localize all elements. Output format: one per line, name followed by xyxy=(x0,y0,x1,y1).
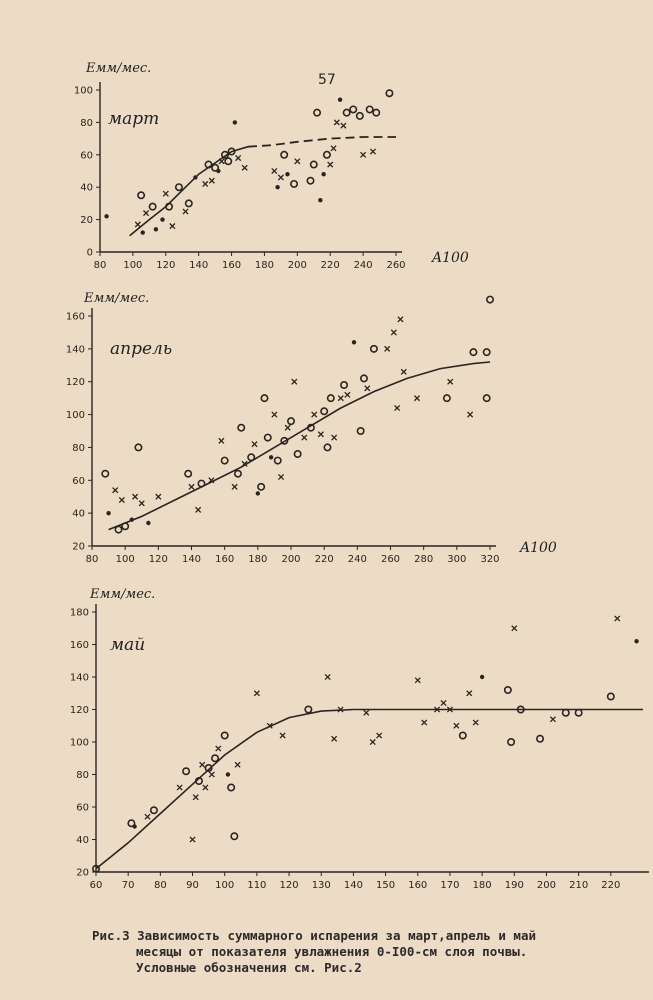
x-tick-label: 140 xyxy=(181,554,202,565)
data-point xyxy=(130,518,134,522)
data-point xyxy=(311,161,317,167)
data-point xyxy=(216,746,221,751)
x-tick-label: 160 xyxy=(215,554,235,565)
data-point xyxy=(272,168,277,173)
data-point xyxy=(386,90,392,96)
x-tick-label: 110 xyxy=(247,880,267,891)
y-tick-label: 80 xyxy=(80,117,93,129)
y-tick-label: 80 xyxy=(72,442,85,454)
data-point xyxy=(119,497,124,502)
data-point xyxy=(398,317,403,322)
y-tick-label: 160 xyxy=(65,311,85,323)
data-point xyxy=(422,720,427,725)
chart-april xyxy=(66,291,557,565)
data-point xyxy=(318,432,323,437)
data-point xyxy=(236,155,241,160)
x-tick-label: 240 xyxy=(353,260,373,271)
data-point xyxy=(106,511,110,515)
data-point xyxy=(370,739,375,744)
data-point xyxy=(467,691,472,696)
data-point xyxy=(280,733,285,738)
data-point xyxy=(291,181,297,187)
data-point xyxy=(135,222,140,227)
data-point xyxy=(135,444,141,450)
data-point xyxy=(305,706,311,712)
x-tick-label: 70 xyxy=(121,880,135,891)
data-point xyxy=(285,172,289,176)
data-point xyxy=(444,395,450,401)
data-point xyxy=(345,392,350,397)
data-point xyxy=(324,444,330,450)
data-point xyxy=(373,109,379,115)
data-point xyxy=(483,395,489,401)
data-point xyxy=(415,678,420,683)
data-point xyxy=(113,488,118,493)
data-point xyxy=(401,369,406,374)
x-tick-label: 130 xyxy=(311,880,331,891)
data-point xyxy=(278,175,283,180)
data-point xyxy=(154,227,158,231)
x-tick-label: 100 xyxy=(115,554,135,565)
data-point xyxy=(480,675,484,679)
data-point xyxy=(341,382,347,388)
data-point xyxy=(370,149,375,154)
y-tick-label: 120 xyxy=(65,377,85,389)
data-point xyxy=(233,120,237,124)
chart-title: март xyxy=(108,109,160,129)
y-tick-label: 60 xyxy=(72,475,85,487)
data-point xyxy=(357,428,363,434)
data-point xyxy=(338,98,342,102)
data-point xyxy=(454,723,459,728)
data-point xyxy=(483,349,489,355)
data-point xyxy=(209,772,214,777)
data-point xyxy=(321,172,325,176)
data-point xyxy=(232,484,237,489)
data-point xyxy=(281,152,287,158)
data-point xyxy=(325,674,330,679)
data-point xyxy=(238,425,244,431)
x-tick-label: 80 xyxy=(85,554,99,565)
x-tick-label: 80 xyxy=(93,260,107,271)
y-axis-label: Eмм/мес. xyxy=(90,587,156,602)
data-point xyxy=(361,152,366,157)
data-point xyxy=(473,720,478,725)
data-point xyxy=(156,494,161,499)
data-point xyxy=(212,755,218,761)
data-point xyxy=(139,501,144,506)
data-point xyxy=(357,113,363,119)
data-point xyxy=(361,375,367,381)
data-point xyxy=(225,158,231,164)
data-point xyxy=(115,526,121,532)
x-tick-label: 220 xyxy=(314,554,334,565)
data-point xyxy=(385,346,390,351)
x-tick-label: 240 xyxy=(347,554,367,565)
data-point xyxy=(328,395,334,401)
y-tick-label: 40 xyxy=(72,508,85,520)
x-tick-label: 260 xyxy=(380,554,401,565)
y-tick-label: 80 xyxy=(76,770,89,781)
data-point xyxy=(441,700,446,705)
data-point xyxy=(219,159,224,164)
data-point xyxy=(149,203,155,209)
x-tick-label: 170 xyxy=(440,880,460,891)
data-point xyxy=(196,507,201,512)
data-point xyxy=(102,471,108,477)
data-point xyxy=(133,494,138,499)
chart-may xyxy=(70,587,649,891)
data-point xyxy=(343,109,349,115)
data-point xyxy=(203,181,208,186)
y-tick-label: 60 xyxy=(80,150,93,162)
x-tick-label: 100 xyxy=(123,260,143,271)
chart-march xyxy=(74,61,469,271)
x-tick-label: 140 xyxy=(343,880,363,891)
data-point xyxy=(242,165,247,170)
data-point xyxy=(219,438,224,443)
y-tick-label: 100 xyxy=(65,410,85,422)
data-point xyxy=(190,837,195,842)
data-point xyxy=(470,349,476,355)
data-point xyxy=(189,484,194,489)
y-tick-label: 120 xyxy=(69,705,89,716)
data-point xyxy=(366,106,372,112)
data-point xyxy=(258,484,264,490)
data-point xyxy=(278,474,283,479)
data-point xyxy=(248,454,254,460)
data-point xyxy=(203,785,208,790)
data-point xyxy=(575,710,581,716)
caption-line-2: месяцы от показателя увлажнения 0-I00-см слоя почвы. xyxy=(136,944,528,959)
data-point xyxy=(391,330,396,335)
data-point xyxy=(254,691,259,696)
caption-line-3: Условные обозначения см. Рис.2 xyxy=(136,960,362,975)
data-point xyxy=(321,408,327,414)
x-tick-label: 220 xyxy=(320,260,340,271)
x-tick-label: 60 xyxy=(89,880,103,891)
y-tick-label: 160 xyxy=(69,640,89,651)
y-tick-label: 100 xyxy=(69,737,89,749)
chart-title: май xyxy=(110,635,146,655)
x-axis-label: A100 xyxy=(432,250,469,266)
data-point xyxy=(341,123,346,128)
fit-curve-dashed xyxy=(248,137,396,147)
x-tick-label: 120 xyxy=(148,554,168,565)
data-point xyxy=(265,434,271,440)
y-tick-label: 40 xyxy=(76,835,89,846)
y-tick-label: 20 xyxy=(80,215,93,227)
x-tick-label: 220 xyxy=(601,880,621,891)
data-point xyxy=(324,152,330,158)
data-point xyxy=(292,379,297,384)
y-tick-label: 60 xyxy=(76,802,89,814)
x-tick-label: 80 xyxy=(153,880,167,891)
x-tick-label: 300 xyxy=(447,554,467,565)
data-point xyxy=(505,687,511,693)
data-point xyxy=(235,471,241,477)
data-point xyxy=(468,412,473,417)
y-tick-label: 40 xyxy=(80,182,93,194)
data-point xyxy=(295,159,300,164)
data-point xyxy=(145,814,150,819)
data-point xyxy=(226,772,230,776)
data-point xyxy=(272,412,277,417)
data-point xyxy=(151,807,157,813)
data-point xyxy=(294,451,300,457)
x-tick-label: 180 xyxy=(254,260,274,271)
data-point xyxy=(350,106,356,112)
data-point xyxy=(615,616,620,621)
x-tick-label: 140 xyxy=(189,260,209,271)
data-point xyxy=(537,736,543,742)
x-tick-label: 160 xyxy=(222,260,242,271)
data-point xyxy=(132,824,136,828)
data-point xyxy=(460,732,466,738)
data-point xyxy=(138,192,144,198)
data-point xyxy=(448,379,453,384)
x-tick-label: 120 xyxy=(279,880,299,891)
data-point xyxy=(163,191,168,196)
fit-curve xyxy=(130,147,248,236)
y-tick-label: 20 xyxy=(76,867,89,879)
x-tick-label: 200 xyxy=(281,554,301,565)
y-tick-label: 140 xyxy=(69,672,89,684)
y-tick-label: 0 xyxy=(86,247,93,259)
data-point xyxy=(252,442,257,447)
data-point xyxy=(365,386,370,391)
data-point xyxy=(550,717,555,722)
data-point xyxy=(332,435,337,440)
data-point xyxy=(141,230,145,234)
data-point xyxy=(261,395,267,401)
data-point xyxy=(414,396,419,401)
y-axis-label: Eмм/мес. xyxy=(84,291,150,306)
x-tick-label: 260 xyxy=(386,260,406,271)
data-point xyxy=(314,109,320,115)
data-point xyxy=(185,471,191,477)
data-point xyxy=(328,162,333,167)
x-tick-label: 320 xyxy=(480,554,500,565)
data-point xyxy=(104,214,108,218)
x-tick-label: 160 xyxy=(408,880,428,891)
data-point xyxy=(487,296,493,302)
data-point xyxy=(193,795,198,800)
data-point xyxy=(235,762,240,767)
y-tick-label: 20 xyxy=(72,541,85,553)
data-point xyxy=(209,178,214,183)
data-point xyxy=(608,693,614,699)
x-tick-label: 100 xyxy=(215,880,235,891)
data-point xyxy=(334,120,339,125)
data-point xyxy=(183,209,188,214)
data-point xyxy=(275,185,279,189)
x-tick-label: 210 xyxy=(569,880,589,891)
data-point xyxy=(338,396,343,401)
y-axis-label: Eмм/мес. xyxy=(86,61,152,76)
data-point xyxy=(318,198,322,202)
data-point xyxy=(216,169,220,173)
data-point xyxy=(288,418,294,424)
x-tick-label: 90 xyxy=(186,880,199,891)
data-point xyxy=(186,200,192,206)
data-point xyxy=(512,626,517,631)
data-point xyxy=(122,523,128,529)
data-point xyxy=(377,733,382,738)
data-point xyxy=(176,184,182,190)
x-tick-label: 190 xyxy=(504,880,524,891)
y-tick-label: 180 xyxy=(69,607,89,619)
data-point xyxy=(312,412,317,417)
data-point xyxy=(331,146,336,151)
x-axis-label: A100 xyxy=(520,540,557,556)
data-point xyxy=(563,710,569,716)
x-tick-label: 180 xyxy=(248,554,268,565)
chart-title: апрель xyxy=(110,339,173,359)
caption-line-1: Рис.3 Зависимость суммарного испарения за март,апрель и май xyxy=(92,928,537,943)
page-number: 57 xyxy=(318,72,336,88)
data-point xyxy=(193,175,197,179)
data-point xyxy=(222,732,228,738)
data-point xyxy=(221,457,227,463)
y-tick-label: 100 xyxy=(73,85,93,97)
data-point xyxy=(302,435,307,440)
data-point xyxy=(177,785,182,790)
data-point xyxy=(307,178,313,184)
data-point xyxy=(170,223,175,228)
data-point xyxy=(634,639,638,643)
x-tick-label: 280 xyxy=(414,554,434,565)
data-point xyxy=(200,762,205,767)
data-point xyxy=(269,455,273,459)
data-point xyxy=(352,340,356,344)
data-point xyxy=(332,736,337,741)
data-point xyxy=(143,211,148,216)
data-point xyxy=(198,480,204,486)
data-point xyxy=(228,784,234,790)
data-point xyxy=(395,405,400,410)
x-tick-label: 150 xyxy=(376,880,396,891)
fit-curve xyxy=(109,362,490,530)
data-point xyxy=(183,768,189,774)
figure-caption xyxy=(92,928,632,976)
data-point xyxy=(160,217,164,221)
data-point xyxy=(285,425,290,430)
data-point xyxy=(256,491,260,495)
y-tick-label: 140 xyxy=(65,344,85,356)
x-tick-label: 180 xyxy=(472,880,492,891)
data-point xyxy=(231,833,237,839)
data-point xyxy=(364,710,369,715)
data-point xyxy=(146,521,150,525)
data-point xyxy=(371,346,377,352)
x-tick-label: 120 xyxy=(156,260,176,271)
x-tick-label: 200 xyxy=(536,880,557,891)
data-point xyxy=(275,457,281,463)
data-point xyxy=(508,739,514,745)
x-tick-label: 200 xyxy=(287,260,307,271)
